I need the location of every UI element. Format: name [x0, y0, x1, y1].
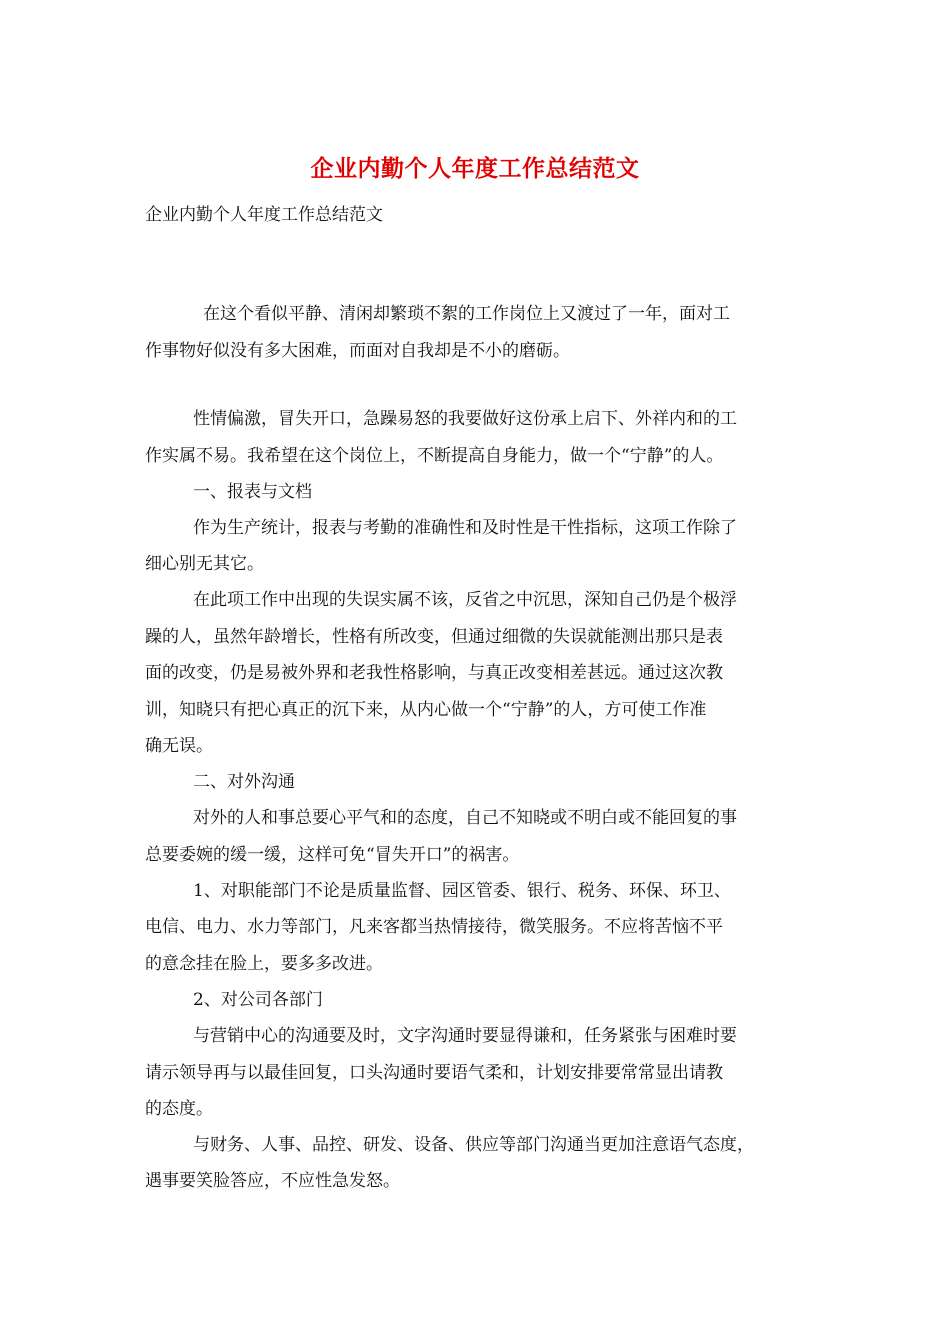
paragraph-line: 作事物好似没有多大困难，而面对自我却是不小的磨砺。 — [145, 341, 570, 361]
paragraph-line: 与财务、人事、品控、研发、设备、供应等部门沟通当更加注意语气态度， — [193, 1135, 754, 1155]
subsection-heading: 2、对公司各部门 — [193, 990, 323, 1010]
paragraph-line: 躁的人，虽然年龄增长，性格有所改变，但通过细微的失误就能测出那只是表 — [145, 627, 723, 647]
paragraph-line: 作实属不易。我希望在这个岗位上，不断提高自身能力，做一个“宁静”的人。 — [145, 446, 724, 466]
paragraph-line: 电信、电力、水力等部门，凡来客都当热情接待，微笑服务。不应将苦恼不平 — [145, 917, 723, 937]
paragraph-line: 作为生产统计，报表与考勤的准确性和及时性是干性指标，这项工作除了 — [193, 518, 737, 538]
paragraph-line: 请示领导再与以最佳回复，口头沟通时要语气柔和，计划安排要常常显出请教 — [145, 1063, 723, 1083]
paragraph-line: 在此项工作中出现的失误实属不该，反省之中沉思，深知自己仍是个极浮 — [193, 590, 737, 610]
paragraph-line: 总要委婉的缓一缓，这样可免“冒失开口”的祸害。 — [145, 845, 520, 865]
paragraph-line: 与营销中心的沟通要及时，文字沟通时要显得谦和，任务紧张与困难时要 — [193, 1026, 737, 1046]
section-heading: 二、对外沟通 — [193, 772, 295, 792]
paragraph-line: 性情偏激，冒失开口，急躁易怒的我要做好这份承上启下、外祥内和的工 — [193, 409, 737, 429]
paragraph-line: 1、对职能部门不论是质量监督、园区管委、银行、税务、环保、环卫、 — [193, 881, 731, 901]
paragraph-line: 训，知晓只有把心真正的沉下来，从内心做一个“宁静”的人，方可使工作准 — [145, 700, 707, 720]
document-subtitle: 企业内勤个人年度工作总结范文 — [145, 205, 383, 225]
paragraph-line: 的意念挂在脸上，要多多改进。 — [145, 954, 383, 974]
paragraph-line: 在这个看似平静、清闲却繁琐不絮的工作岗位上又渡过了一年，面对工 — [203, 304, 730, 324]
paragraph-line: 遇事要笑脸答应，不应性急发怒。 — [145, 1171, 400, 1191]
paragraph-line: 对外的人和事总要心平气和的态度，自己不知晓或不明白或不能回复的事 — [193, 808, 737, 828]
paragraph-line: 确无误。 — [145, 736, 213, 756]
document-title: 企业内勤个人年度工作总结范文 — [310, 155, 640, 182]
paragraph-line: 的态度。 — [145, 1099, 213, 1119]
paragraph-line: 面的改变，仍是易被外界和老我性格影响，与真正改变相差甚远。通过这次教 — [145, 663, 723, 683]
section-heading: 一、报表与文档 — [193, 482, 312, 502]
paragraph-line: 细心别无其它。 — [145, 554, 264, 574]
